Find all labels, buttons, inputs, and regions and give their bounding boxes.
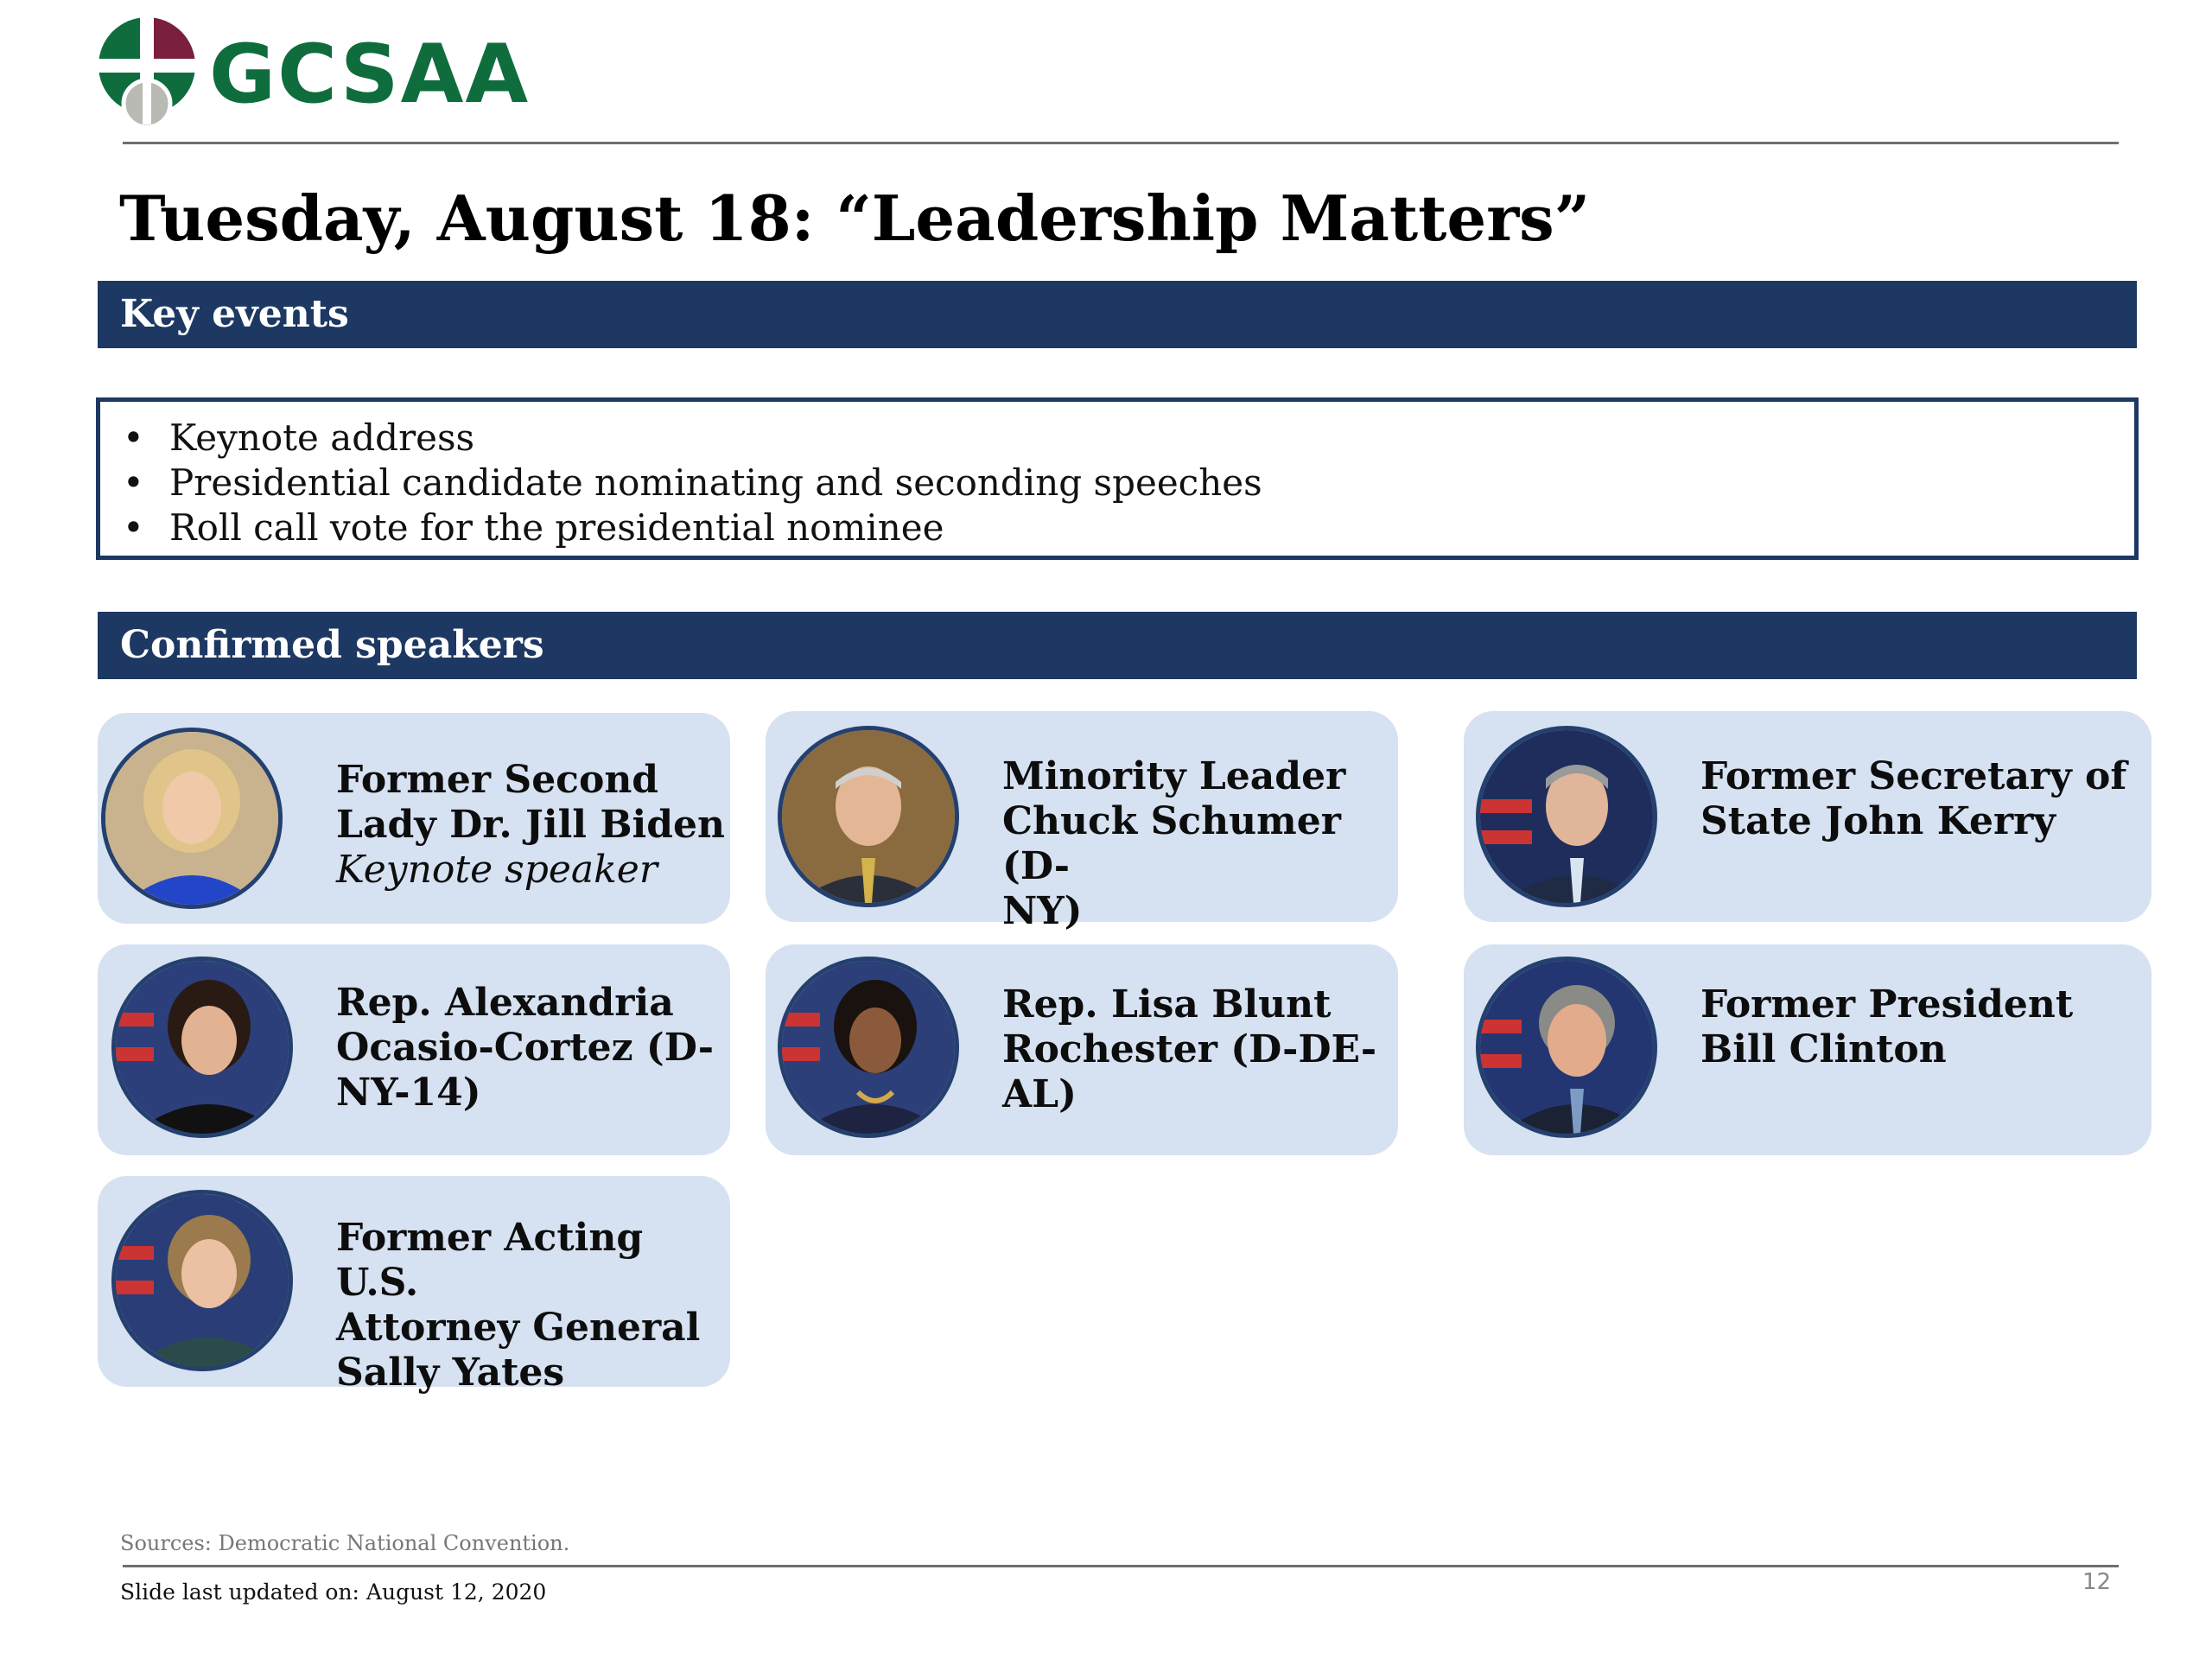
speaker-name: Former Acting U.S. Attorney General Sally Yates bbox=[336, 1216, 701, 1395]
speaker-name: Former President Bill Clinton bbox=[1700, 982, 2074, 1071]
event-text: Presidential candidate nominating and seconding speeches bbox=[169, 461, 1262, 504]
speaker-name: Minority Leader Chuck Schumer (D- NY) bbox=[1002, 754, 1346, 933]
list-item bbox=[123, 461, 2134, 505]
portrait-icon bbox=[116, 1194, 289, 1367]
gcsaa-logo bbox=[97, 16, 529, 128]
bullet-icon: • bbox=[123, 416, 144, 459]
speaker-role: Keynote speaker bbox=[336, 848, 658, 892]
footer-divider bbox=[123, 1565, 2119, 1567]
portrait-icon bbox=[1480, 961, 1653, 1134]
speaker-card bbox=[1464, 711, 2152, 922]
last-updated-note: Slide last updated on: August 12, 2020 bbox=[120, 1580, 547, 1605]
speaker-card bbox=[98, 944, 730, 1155]
bullet-icon: • bbox=[123, 461, 144, 504]
confirmed-speakers-heading: Confirmed speakers bbox=[120, 623, 544, 667]
avatar bbox=[1476, 726, 1657, 907]
key-events-box bbox=[96, 397, 2139, 560]
speaker-card bbox=[98, 713, 730, 924]
portrait-icon bbox=[782, 730, 955, 903]
event-text: Roll call vote for the presidential nominee bbox=[169, 506, 944, 549]
avatar bbox=[111, 1190, 293, 1371]
avatar bbox=[111, 957, 293, 1138]
page-title: Tuesday, August 18: “Leadership Matters” bbox=[119, 181, 1591, 255]
speaker-name: Rep. Lisa Blunt Rochester (D-DE- AL) bbox=[1002, 982, 1377, 1116]
speaker-card bbox=[98, 1176, 730, 1395]
confirmed-speakers-header bbox=[98, 612, 2137, 679]
avatar bbox=[778, 957, 959, 1138]
page-number: 12 bbox=[2082, 1569, 2112, 1595]
event-text: Keynote address bbox=[169, 416, 475, 459]
speaker-name: Rep. Alexandria Ocasio-Cortez (D- NY-14) bbox=[336, 981, 714, 1115]
avatar bbox=[101, 728, 283, 909]
avatar bbox=[778, 726, 959, 907]
portrait-icon bbox=[1480, 730, 1653, 903]
key-events-header bbox=[98, 281, 2137, 348]
speaker-name: Former Secretary of State John Kerry bbox=[1700, 754, 2127, 843]
gcsaa-logo-icon bbox=[97, 16, 200, 128]
speaker-card bbox=[1464, 944, 2152, 1155]
speaker-card bbox=[766, 711, 1398, 933]
avatar bbox=[1476, 957, 1657, 1138]
speaker-name: Former Second Lady Dr. Jill Biden Keynote speaker bbox=[336, 758, 725, 892]
bullet-icon: • bbox=[123, 506, 144, 549]
logo-wordmark: GCSAA bbox=[209, 28, 531, 122]
header-divider bbox=[123, 142, 2119, 144]
speaker-card bbox=[766, 944, 1398, 1155]
sources-note: Sources: Democratic National Convention. bbox=[120, 1531, 570, 1555]
portrait-icon bbox=[782, 961, 955, 1134]
key-events-heading: Key events bbox=[120, 292, 349, 336]
list-item bbox=[123, 505, 2134, 550]
list-item bbox=[123, 416, 2134, 461]
portrait-icon bbox=[116, 961, 289, 1134]
portrait-icon bbox=[105, 732, 278, 905]
